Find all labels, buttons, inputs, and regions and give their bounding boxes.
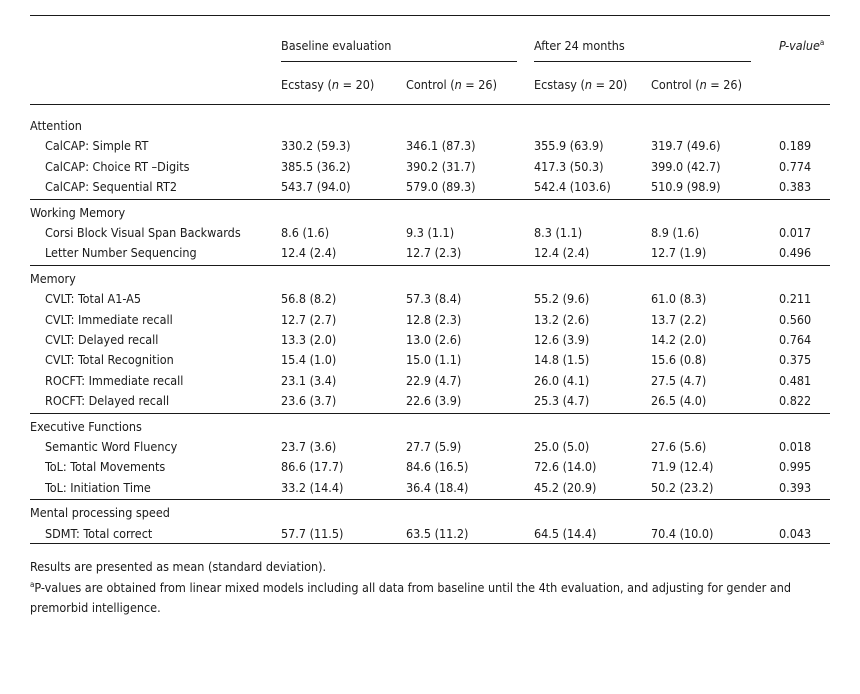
cell-value: 27.7 (5.9) — [406, 439, 462, 454]
table-row — [30, 289, 830, 309]
cell-pvalue: 0.496 — [779, 245, 812, 261]
table-row — [30, 157, 830, 177]
table-row — [30, 457, 830, 477]
row-label: ROCFT: Delayed recall — [45, 393, 170, 409]
cell-value: 330.2 (59.3) — [281, 138, 351, 154]
footnote-2-sup: a — [30, 579, 35, 589]
row-label: CVLT: Immediate recall — [45, 311, 173, 327]
table-row — [30, 223, 830, 243]
subheader-group: Control ( — [406, 77, 455, 92]
table-bottom-rule — [30, 543, 830, 544]
cell-value: 26.0 (4.1) — [534, 372, 590, 388]
row-label: ROCFT: Immediate recall — [45, 372, 184, 388]
cell-value: 56.8 (8.2) — [281, 291, 337, 307]
cell-pvalue: 0.560 — [779, 311, 812, 327]
cell-pvalue: 0.383 — [779, 179, 812, 195]
cell-value: 12.8 (2.3) — [406, 311, 462, 327]
cell-pvalue: 0.043 — [779, 525, 812, 541]
subheader-count: = 20) — [339, 77, 375, 92]
cell-value: 9.3 (1.1) — [406, 225, 455, 240]
section-title: Mental processing speed — [30, 505, 170, 521]
table-row — [30, 310, 830, 330]
header-bottom-rule — [30, 104, 830, 105]
cell-value: 346.1 (87.3) — [406, 138, 476, 154]
subheader-n: n — [699, 77, 707, 92]
cell-pvalue: 0.822 — [779, 393, 812, 409]
subheader-group: Ecstasy ( — [534, 77, 585, 92]
row-label: SDMT: Total correct — [45, 525, 153, 541]
cell-pvalue: 0.995 — [779, 459, 812, 475]
cell-value: 14.8 (1.5) — [534, 352, 590, 368]
table-row — [30, 478, 830, 498]
cell-value: 23.1 (3.4) — [281, 372, 337, 388]
cell-pvalue: 0.189 — [779, 138, 812, 154]
row-label: CalCAP: Sequential RT2 — [45, 179, 177, 195]
cell-value: 8.9 (1.6) — [651, 225, 700, 240]
cell-pvalue: 0.375 — [779, 352, 812, 368]
cell-value: 57.7 (11.5) — [281, 525, 344, 541]
section-title: Working Memory — [30, 204, 126, 220]
cell-value: 12.4 (2.4) — [281, 245, 337, 261]
subheader-group: Control ( — [651, 77, 700, 92]
cell-value: 61.0 (8.3) — [651, 291, 707, 307]
cell-value: 8.3 (1.1) — [534, 225, 583, 240]
row-label: CalCAP: Simple RT — [45, 138, 149, 154]
row-label: ToL: Initiation Time — [45, 479, 151, 495]
cell-value: 63.5 (11.2) — [406, 525, 469, 541]
subheader-1 — [406, 77, 497, 92]
cell-value: 8.6 (1.6) — [281, 225, 330, 240]
cell-value: 71.9 (12.4) — [651, 459, 714, 475]
header-baseline: Baseline evaluation — [281, 38, 392, 53]
row-label: CVLT: Delayed recall — [45, 332, 159, 347]
cell-value: 12.7 (2.7) — [281, 311, 337, 327]
cell-value: 27.5 (4.7) — [651, 372, 707, 388]
cell-value: 33.2 (14.4) — [281, 479, 344, 495]
cell-value: 57.3 (8.4) — [406, 291, 462, 307]
section-divider — [30, 265, 830, 266]
cell-value: 36.4 (18.4) — [406, 479, 469, 495]
cell-value: 385.5 (36.2) — [281, 158, 351, 174]
cell-value: 84.6 (16.5) — [406, 459, 469, 475]
header-pvalue — [779, 38, 824, 53]
subheader-2 — [534, 77, 627, 92]
cell-value: 50.2 (23.2) — [651, 479, 714, 495]
header-pvalue-sup: a — [819, 37, 825, 47]
cell-value: 23.6 (3.7) — [281, 393, 337, 409]
cell-value: 14.2 (2.0) — [651, 332, 707, 347]
cell-value: 22.9 (4.7) — [406, 372, 462, 388]
cell-value: 12.6 (3.9) — [534, 332, 590, 347]
cell-pvalue: 0.211 — [779, 291, 812, 307]
cell-value: 27.6 (5.6) — [651, 439, 707, 454]
row-label: Corsi Block Visual Span Backwards — [45, 225, 241, 240]
cell-value: 15.6 (0.8) — [651, 352, 707, 368]
table-row — [30, 371, 830, 391]
cell-pvalue: 0.393 — [779, 479, 812, 495]
table-row — [30, 136, 830, 156]
table-top-rule — [30, 15, 830, 16]
cell-value: 399.0 (42.7) — [651, 158, 721, 174]
footnote-2-text: P-values are obtained from linear mixed models including all data from baseline until the 4th evaluation, and adjusting for gender and premorbid intelligence. — [30, 580, 791, 615]
cell-value: 23.7 (3.6) — [281, 439, 337, 454]
cell-value: 13.7 (2.2) — [651, 311, 707, 327]
cell-value: 72.6 (14.0) — [534, 459, 597, 475]
table-row — [30, 243, 830, 263]
subheader-n: n — [454, 77, 462, 92]
after-rule — [534, 61, 751, 62]
cell-value: 510.9 (98.9) — [651, 179, 721, 195]
section-divider — [30, 413, 830, 414]
row-label: CalCAP: Choice RT –Digits — [45, 158, 190, 174]
cell-pvalue: 0.764 — [779, 332, 812, 347]
cell-value: 13.0 (2.6) — [406, 332, 462, 347]
cell-value: 543.7 (94.0) — [281, 179, 351, 195]
section-title: Memory — [30, 270, 76, 286]
cell-value: 13.3 (2.0) — [281, 332, 337, 347]
cell-value: 417.3 (50.3) — [534, 158, 604, 174]
baseline-rule — [281, 61, 517, 62]
section-divider — [30, 199, 830, 200]
cell-pvalue: 0.774 — [779, 158, 812, 174]
section-title: Executive Functions — [30, 418, 142, 434]
section-title: Attention — [30, 118, 82, 133]
subheader-count: = 26) — [461, 77, 497, 92]
footnote-2 — [30, 578, 830, 618]
cell-value: 22.6 (3.9) — [406, 393, 462, 409]
cell-value: 579.0 (89.3) — [406, 179, 476, 195]
cell-value: 12.7 (1.9) — [651, 245, 707, 261]
cell-pvalue: 0.018 — [779, 439, 812, 454]
table-row — [30, 524, 830, 544]
cell-pvalue: 0.017 — [779, 225, 812, 240]
cell-value: 319.7 (49.6) — [651, 138, 721, 154]
row-label: CVLT: Total Recognition — [45, 352, 174, 368]
subheader-group: Ecstasy ( — [281, 77, 332, 92]
subheader-count: = 20) — [592, 77, 628, 92]
cell-value: 25.3 (4.7) — [534, 393, 590, 409]
cell-value: 15.4 (1.0) — [281, 352, 337, 368]
cell-value: 13.2 (2.6) — [534, 311, 590, 327]
subheader-n: n — [331, 77, 340, 92]
subheader-3 — [651, 77, 742, 92]
section-divider — [30, 499, 830, 500]
cell-value: 12.4 (2.4) — [534, 245, 590, 261]
table-row — [30, 391, 830, 411]
row-label: Letter Number Sequencing — [45, 245, 197, 261]
row-label: ToL: Total Movements — [45, 459, 166, 475]
cell-value: 64.5 (14.4) — [534, 525, 597, 541]
cell-value: 86.6 (17.7) — [281, 459, 344, 475]
cell-value: 45.2 (20.9) — [534, 479, 597, 495]
table-row — [30, 437, 830, 457]
cell-value: 542.4 (103.6) — [534, 179, 611, 195]
header-pvalue-label: P-value — [779, 38, 820, 53]
cell-value: 15.0 (1.1) — [406, 352, 462, 368]
header-after-24-months: After 24 months — [534, 38, 625, 53]
cell-value: 55.2 (9.6) — [534, 291, 590, 307]
table-row — [30, 177, 830, 197]
cell-value: 355.9 (63.9) — [534, 138, 604, 154]
cell-pvalue: 0.481 — [779, 372, 812, 388]
cell-value: 390.2 (31.7) — [406, 158, 476, 174]
table-row — [30, 330, 830, 350]
subheader-0 — [281, 77, 374, 92]
footnote-1: Results are presented as mean (standard deviation). — [30, 559, 327, 574]
cell-value: 12.7 (2.3) — [406, 245, 462, 261]
cell-value: 25.0 (5.0) — [534, 439, 590, 454]
cell-value: 26.5 (4.0) — [651, 393, 707, 409]
subheader-count: = 26) — [706, 77, 742, 92]
subheader-n: n — [584, 77, 593, 92]
row-label: Semantic Word Fluency — [45, 439, 178, 454]
row-label: CVLT: Total A1-A5 — [45, 291, 142, 307]
table-row — [30, 350, 830, 370]
cell-value: 70.4 (10.0) — [651, 525, 714, 541]
